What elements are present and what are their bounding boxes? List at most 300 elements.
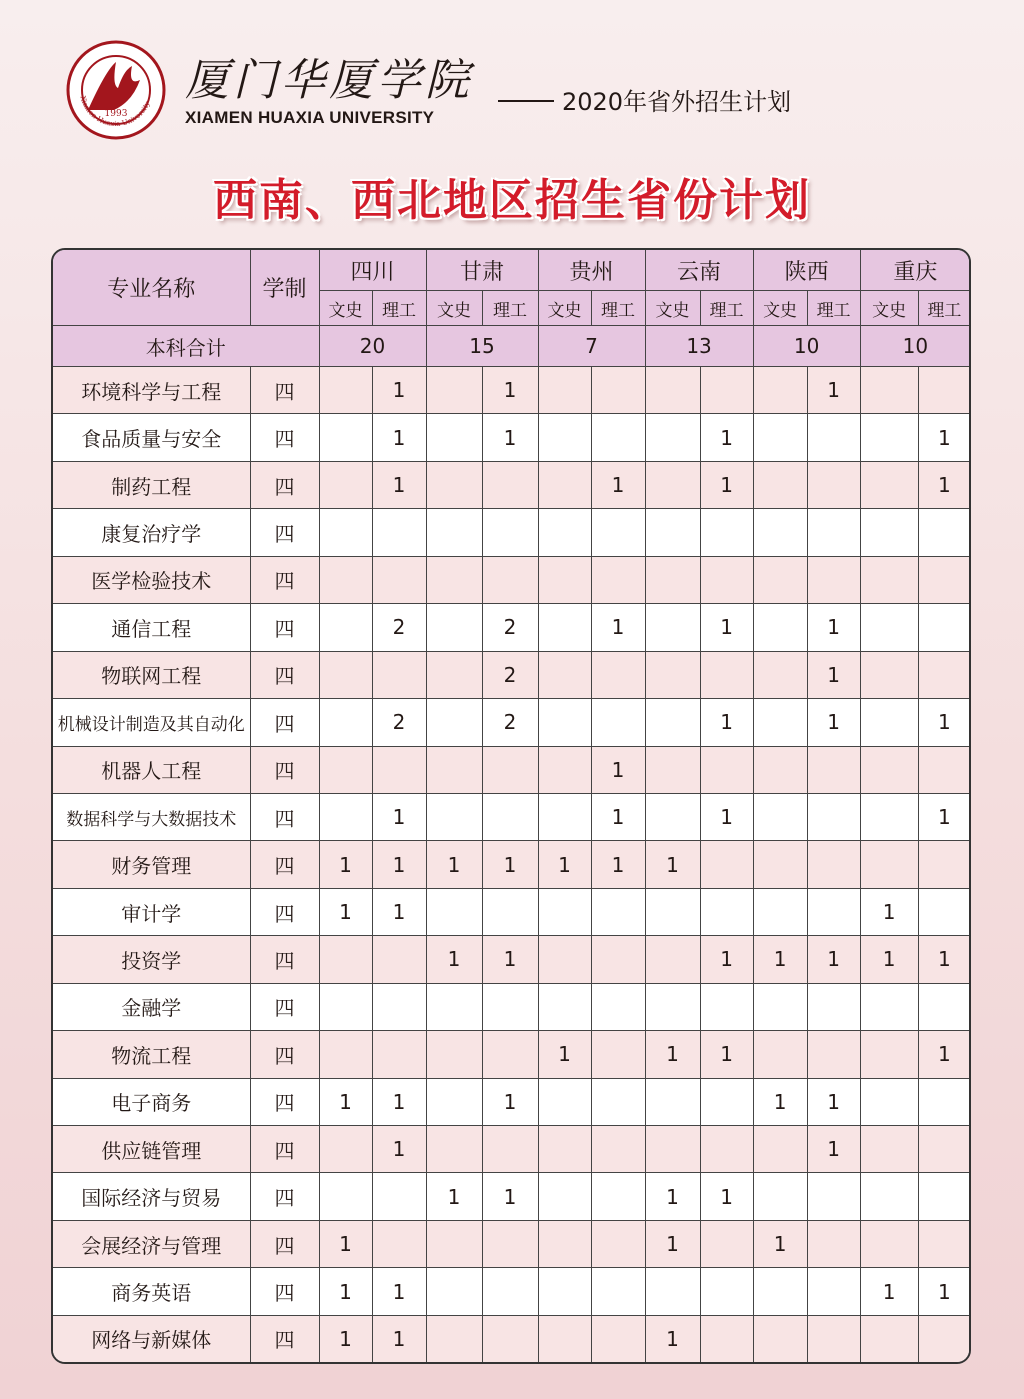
quota-cell bbox=[753, 1173, 807, 1220]
quota-cell: 1 bbox=[591, 604, 645, 651]
main-title: 西南、西北地区招生省份计划 bbox=[213, 175, 811, 226]
quota-cell bbox=[426, 699, 482, 746]
quota-cell: 1 bbox=[482, 841, 538, 888]
table-row bbox=[53, 367, 970, 414]
quota-cell: 1 bbox=[807, 1126, 860, 1173]
quota-cell: 1 bbox=[807, 699, 860, 746]
quota-cell bbox=[700, 1268, 753, 1315]
quota-cell: 1 bbox=[645, 841, 700, 888]
quota-cell bbox=[591, 888, 645, 935]
quota-cell: 1 bbox=[372, 1268, 426, 1315]
quota-cell: 1 bbox=[591, 793, 645, 840]
quota-cell bbox=[807, 983, 860, 1030]
quota-cell bbox=[753, 793, 807, 840]
duration-cell: 四 bbox=[250, 699, 319, 746]
quota-cell bbox=[753, 983, 807, 1030]
quota-cell bbox=[918, 1078, 970, 1125]
quota-cell bbox=[807, 888, 860, 935]
quota-cell bbox=[538, 651, 591, 698]
quota-cell bbox=[807, 1220, 860, 1267]
subheader-cell: 文史 bbox=[753, 291, 807, 326]
quota-cell bbox=[700, 1126, 753, 1173]
quota-cell bbox=[538, 461, 591, 508]
quota-cell bbox=[591, 1173, 645, 1220]
quota-cell: 1 bbox=[319, 888, 372, 935]
quota-cell bbox=[645, 604, 700, 651]
quota-cell bbox=[645, 461, 700, 508]
quota-cell bbox=[645, 699, 700, 746]
quota-cell bbox=[645, 888, 700, 935]
quota-cell bbox=[319, 746, 372, 793]
quota-cell bbox=[426, 793, 482, 840]
table-row bbox=[53, 699, 970, 746]
quota-cell bbox=[426, 604, 482, 651]
quota-cell bbox=[918, 1315, 970, 1362]
quota-cell: 1 bbox=[319, 1220, 372, 1267]
quota-cell: 1 bbox=[700, 699, 753, 746]
quota-cell bbox=[538, 793, 591, 840]
duration-cell: 四 bbox=[250, 556, 319, 603]
quota-cell bbox=[482, 888, 538, 935]
table-row bbox=[53, 936, 970, 983]
quota-cell: 1 bbox=[482, 367, 538, 414]
quota-cell bbox=[645, 793, 700, 840]
quota-cell bbox=[591, 1031, 645, 1078]
quota-cell bbox=[860, 461, 918, 508]
quota-cell bbox=[482, 1031, 538, 1078]
quota-cell bbox=[319, 414, 372, 461]
quota-cell bbox=[645, 936, 700, 983]
major-name-cell: 金融学 bbox=[53, 983, 250, 1030]
quota-cell bbox=[538, 604, 591, 651]
total-row bbox=[53, 326, 970, 367]
quota-cell: 1 bbox=[918, 1031, 970, 1078]
quota-cell bbox=[426, 746, 482, 793]
quota-cell bbox=[918, 1220, 970, 1267]
quota-cell: 1 bbox=[319, 1315, 372, 1362]
table-row bbox=[53, 1173, 970, 1220]
quota-cell bbox=[482, 746, 538, 793]
quota-cell: 1 bbox=[372, 1078, 426, 1125]
duration-cell: 四 bbox=[250, 1220, 319, 1267]
quota-cell bbox=[807, 793, 860, 840]
table-row bbox=[53, 1268, 970, 1315]
quota-cell bbox=[482, 1126, 538, 1173]
duration-cell: 四 bbox=[250, 461, 319, 508]
quota-cell bbox=[319, 556, 372, 603]
quota-cell bbox=[482, 461, 538, 508]
quota-cell bbox=[860, 651, 918, 698]
duration-cell: 四 bbox=[250, 509, 319, 556]
quota-cell bbox=[807, 1315, 860, 1362]
quota-cell bbox=[753, 461, 807, 508]
quota-cell: 1 bbox=[860, 1268, 918, 1315]
quota-cell: 1 bbox=[645, 1031, 700, 1078]
quota-cell bbox=[426, 1031, 482, 1078]
quota-cell bbox=[319, 936, 372, 983]
quota-cell: 1 bbox=[372, 367, 426, 414]
quota-cell bbox=[700, 746, 753, 793]
header-province: 贵州 bbox=[538, 250, 645, 291]
quota-cell bbox=[753, 556, 807, 603]
subheader-cell: 理工 bbox=[807, 291, 860, 326]
quota-cell bbox=[753, 651, 807, 698]
major-name-cell: 审计学 bbox=[53, 888, 250, 935]
quota-cell bbox=[591, 1126, 645, 1173]
quota-cell bbox=[860, 1315, 918, 1362]
header-major: 专业名称 bbox=[53, 250, 250, 326]
header-province: 陕西 bbox=[753, 250, 860, 291]
quota-cell bbox=[860, 983, 918, 1030]
quota-cell: 2 bbox=[372, 699, 426, 746]
quota-cell bbox=[538, 1173, 591, 1220]
quota-cell bbox=[538, 414, 591, 461]
quota-cell bbox=[426, 556, 482, 603]
quota-cell bbox=[538, 1220, 591, 1267]
quota-cell bbox=[860, 604, 918, 651]
major-name-cell: 国际经济与贸易 bbox=[53, 1173, 250, 1220]
subheader-cell: 理工 bbox=[482, 291, 538, 326]
quota-cell bbox=[372, 746, 426, 793]
svg-text:1993: 1993 bbox=[104, 109, 128, 119]
duration-cell: 四 bbox=[250, 936, 319, 983]
subheader-cell: 理工 bbox=[591, 291, 645, 326]
quota-cell bbox=[860, 1078, 918, 1125]
major-name-cell: 通信工程 bbox=[53, 604, 250, 651]
quota-cell bbox=[918, 841, 970, 888]
quota-cell bbox=[753, 1268, 807, 1315]
quota-cell bbox=[538, 556, 591, 603]
major-name-cell: 机械设计制造及其自动化 bbox=[53, 699, 250, 746]
major-name-cell: 投资学 bbox=[53, 936, 250, 983]
quota-cell: 1 bbox=[482, 414, 538, 461]
table-row bbox=[53, 793, 970, 840]
quota-cell bbox=[538, 936, 591, 983]
quota-cell bbox=[645, 509, 700, 556]
header-province: 云南 bbox=[645, 250, 753, 291]
table-row bbox=[53, 888, 970, 935]
quota-cell bbox=[538, 888, 591, 935]
duration-cell: 四 bbox=[250, 983, 319, 1030]
duration-cell: 四 bbox=[250, 651, 319, 698]
quota-cell bbox=[807, 1173, 860, 1220]
quota-cell: 1 bbox=[645, 1173, 700, 1220]
quota-cell: 1 bbox=[482, 1173, 538, 1220]
quota-cell: 1 bbox=[700, 793, 753, 840]
quota-cell: 1 bbox=[918, 793, 970, 840]
quota-cell bbox=[591, 1220, 645, 1267]
quota-cell bbox=[426, 651, 482, 698]
quota-cell bbox=[426, 1126, 482, 1173]
quota-cell: 1 bbox=[918, 461, 970, 508]
table-row bbox=[53, 1315, 970, 1362]
quota-cell bbox=[753, 509, 807, 556]
quota-cell bbox=[700, 1078, 753, 1125]
subheader-cell: 理工 bbox=[918, 291, 970, 326]
quota-cell bbox=[807, 556, 860, 603]
quota-cell bbox=[319, 1031, 372, 1078]
quota-cell bbox=[807, 461, 860, 508]
quota-cell bbox=[538, 1126, 591, 1173]
duration-cell: 四 bbox=[250, 1078, 319, 1125]
quota-cell bbox=[860, 1031, 918, 1078]
quota-cell: 1 bbox=[807, 936, 860, 983]
quota-cell bbox=[319, 651, 372, 698]
quota-cell bbox=[482, 983, 538, 1030]
table-row bbox=[53, 651, 970, 698]
quota-cell bbox=[645, 1078, 700, 1125]
header-province: 四川 bbox=[319, 250, 426, 291]
quota-cell bbox=[918, 1173, 970, 1220]
quota-cell bbox=[700, 651, 753, 698]
quota-cell bbox=[753, 841, 807, 888]
quota-cell bbox=[807, 1268, 860, 1315]
duration-cell: 四 bbox=[250, 1173, 319, 1220]
quota-cell bbox=[860, 746, 918, 793]
subheader-cell: 文史 bbox=[645, 291, 700, 326]
total-cell: 20 bbox=[319, 326, 426, 367]
quota-cell bbox=[860, 556, 918, 603]
quota-cell bbox=[807, 841, 860, 888]
quota-cell bbox=[645, 414, 700, 461]
quota-cell: 2 bbox=[482, 604, 538, 651]
major-name-cell: 康复治疗学 bbox=[53, 509, 250, 556]
quota-cell: 1 bbox=[753, 936, 807, 983]
duration-cell: 四 bbox=[250, 1031, 319, 1078]
table-row bbox=[53, 841, 970, 888]
quota-cell bbox=[538, 746, 591, 793]
total-cell: 10 bbox=[860, 326, 970, 367]
quota-cell bbox=[319, 1126, 372, 1173]
quota-cell bbox=[591, 367, 645, 414]
quota-cell: 1 bbox=[591, 841, 645, 888]
duration-cell: 四 bbox=[250, 1268, 319, 1315]
quota-cell: 1 bbox=[700, 1031, 753, 1078]
quota-cell bbox=[372, 556, 426, 603]
quota-cell bbox=[591, 1078, 645, 1125]
table-row bbox=[53, 1220, 970, 1267]
major-name-cell: 会展经济与管理 bbox=[53, 1220, 250, 1267]
table-row bbox=[53, 461, 970, 508]
quota-cell bbox=[426, 1220, 482, 1267]
quota-cell bbox=[860, 841, 918, 888]
quota-cell: 1 bbox=[319, 1268, 372, 1315]
quota-cell bbox=[482, 556, 538, 603]
quota-cell bbox=[319, 793, 372, 840]
quota-cell: 1 bbox=[319, 1078, 372, 1125]
quota-cell: 1 bbox=[372, 1315, 426, 1362]
quota-cell bbox=[426, 461, 482, 508]
quota-cell bbox=[918, 651, 970, 698]
duration-cell: 四 bbox=[250, 1126, 319, 1173]
quota-cell bbox=[538, 509, 591, 556]
header-province: 重庆 bbox=[860, 250, 970, 291]
quota-cell bbox=[591, 556, 645, 603]
quota-cell bbox=[860, 414, 918, 461]
quota-cell: 1 bbox=[753, 1078, 807, 1125]
major-name-cell: 数据科学与大数据技术 bbox=[53, 793, 250, 840]
quota-cell bbox=[807, 1031, 860, 1078]
major-name-cell: 物联网工程 bbox=[53, 651, 250, 698]
quota-cell bbox=[860, 367, 918, 414]
quota-cell bbox=[700, 983, 753, 1030]
quota-cell: 1 bbox=[918, 414, 970, 461]
page-header bbox=[0, 0, 1024, 150]
major-name-cell: 商务英语 bbox=[53, 1268, 250, 1315]
quota-cell: 1 bbox=[700, 1173, 753, 1220]
quota-cell: 1 bbox=[700, 461, 753, 508]
quota-cell bbox=[700, 841, 753, 888]
major-name-cell: 制药工程 bbox=[53, 461, 250, 508]
quota-cell bbox=[538, 1268, 591, 1315]
quota-cell bbox=[426, 1078, 482, 1125]
quota-cell bbox=[482, 793, 538, 840]
subheader-cell: 文史 bbox=[860, 291, 918, 326]
quota-cell bbox=[860, 1220, 918, 1267]
duration-cell: 四 bbox=[250, 841, 319, 888]
quota-cell: 1 bbox=[807, 367, 860, 414]
quota-cell bbox=[807, 746, 860, 793]
quota-cell: 2 bbox=[482, 699, 538, 746]
quota-cell bbox=[753, 414, 807, 461]
quota-cell bbox=[372, 936, 426, 983]
quota-cell: 1 bbox=[538, 841, 591, 888]
quota-cell bbox=[645, 651, 700, 698]
quota-cell: 1 bbox=[591, 746, 645, 793]
quota-cell bbox=[700, 1315, 753, 1362]
quota-cell bbox=[372, 509, 426, 556]
quota-cell bbox=[753, 1126, 807, 1173]
quota-cell bbox=[319, 604, 372, 651]
duration-cell: 四 bbox=[250, 604, 319, 651]
quota-cell bbox=[753, 699, 807, 746]
quota-cell: 1 bbox=[538, 1031, 591, 1078]
quota-cell bbox=[918, 367, 970, 414]
quota-cell bbox=[426, 1268, 482, 1315]
school-name-cn: 厦门华厦学院 bbox=[185, 55, 473, 106]
quota-cell bbox=[591, 651, 645, 698]
table-row bbox=[53, 414, 970, 461]
quota-cell: 1 bbox=[372, 888, 426, 935]
quota-cell bbox=[426, 983, 482, 1030]
quota-cell: 2 bbox=[482, 651, 538, 698]
quota-cell: 2 bbox=[372, 604, 426, 651]
quota-cell: 1 bbox=[372, 414, 426, 461]
quota-cell bbox=[482, 1220, 538, 1267]
svg-text:Xiamen Huaxia University: Xiamen Huaxia University bbox=[78, 95, 152, 129]
quota-cell bbox=[645, 983, 700, 1030]
quota-cell bbox=[700, 367, 753, 414]
quota-cell bbox=[591, 414, 645, 461]
quota-cell bbox=[645, 746, 700, 793]
duration-cell: 四 bbox=[250, 793, 319, 840]
quota-cell: 1 bbox=[591, 461, 645, 508]
quota-cell bbox=[591, 699, 645, 746]
quota-cell bbox=[860, 1126, 918, 1173]
table-row bbox=[53, 556, 970, 603]
quota-cell bbox=[645, 1268, 700, 1315]
subheader-cell: 文史 bbox=[319, 291, 372, 326]
subheader-cell: 文史 bbox=[426, 291, 482, 326]
quota-cell bbox=[918, 983, 970, 1030]
quota-cell bbox=[426, 509, 482, 556]
quota-cell: 1 bbox=[807, 604, 860, 651]
quota-cell bbox=[753, 1031, 807, 1078]
quota-cell bbox=[918, 509, 970, 556]
major-name-cell: 物流工程 bbox=[53, 1031, 250, 1078]
total-label: 本科合计 bbox=[53, 326, 319, 367]
quota-cell bbox=[319, 461, 372, 508]
quota-cell bbox=[591, 1268, 645, 1315]
quota-cell bbox=[426, 1315, 482, 1362]
quota-cell: 1 bbox=[426, 936, 482, 983]
quota-cell bbox=[700, 509, 753, 556]
quota-cell bbox=[538, 1315, 591, 1362]
quota-cell: 1 bbox=[426, 841, 482, 888]
duration-cell: 四 bbox=[250, 367, 319, 414]
quota-cell bbox=[372, 983, 426, 1030]
quota-cell bbox=[538, 1078, 591, 1125]
table-row bbox=[53, 509, 970, 556]
quota-cell: 1 bbox=[372, 461, 426, 508]
quota-cell bbox=[372, 1173, 426, 1220]
quota-cell bbox=[319, 367, 372, 414]
table-row bbox=[53, 1126, 970, 1173]
quota-cell: 1 bbox=[700, 936, 753, 983]
quota-cell: 1 bbox=[645, 1315, 700, 1362]
quota-cell bbox=[807, 414, 860, 461]
major-name-cell: 电子商务 bbox=[53, 1078, 250, 1125]
quota-cell bbox=[918, 1126, 970, 1173]
quota-cell bbox=[918, 746, 970, 793]
quota-cell: 1 bbox=[372, 841, 426, 888]
quota-cell: 1 bbox=[482, 936, 538, 983]
quota-cell: 1 bbox=[372, 793, 426, 840]
total-cell: 13 bbox=[645, 326, 753, 367]
plan-title: 2020年省外招生计划 bbox=[498, 82, 791, 117]
total-cell: 10 bbox=[753, 326, 860, 367]
quota-cell bbox=[372, 1220, 426, 1267]
duration-cell: 四 bbox=[250, 888, 319, 935]
quota-cell: 1 bbox=[426, 1173, 482, 1220]
total-cell: 7 bbox=[538, 326, 645, 367]
quota-cell bbox=[918, 556, 970, 603]
quota-cell bbox=[319, 699, 372, 746]
quota-cell bbox=[538, 983, 591, 1030]
quota-cell bbox=[860, 793, 918, 840]
table-row bbox=[53, 983, 970, 1030]
quota-cell: 1 bbox=[860, 888, 918, 935]
subheader-cell: 理工 bbox=[700, 291, 753, 326]
school-name-en: XIAMEN HUAXIA UNIVERSITY bbox=[185, 108, 435, 127]
major-name-cell: 财务管理 bbox=[53, 841, 250, 888]
quota-cell: 1 bbox=[753, 1220, 807, 1267]
quota-cell: 1 bbox=[860, 936, 918, 983]
quota-cell bbox=[753, 888, 807, 935]
quota-cell bbox=[700, 888, 753, 935]
quota-cell bbox=[645, 367, 700, 414]
header-province: 甘肃 bbox=[426, 250, 538, 291]
quota-cell: 1 bbox=[319, 841, 372, 888]
quota-cell bbox=[372, 651, 426, 698]
quota-cell bbox=[753, 1315, 807, 1362]
quota-cell bbox=[753, 604, 807, 651]
quota-cell bbox=[807, 509, 860, 556]
quota-cell bbox=[918, 888, 970, 935]
quota-cell bbox=[426, 888, 482, 935]
quota-cell: 1 bbox=[807, 651, 860, 698]
quota-cell: 1 bbox=[918, 936, 970, 983]
